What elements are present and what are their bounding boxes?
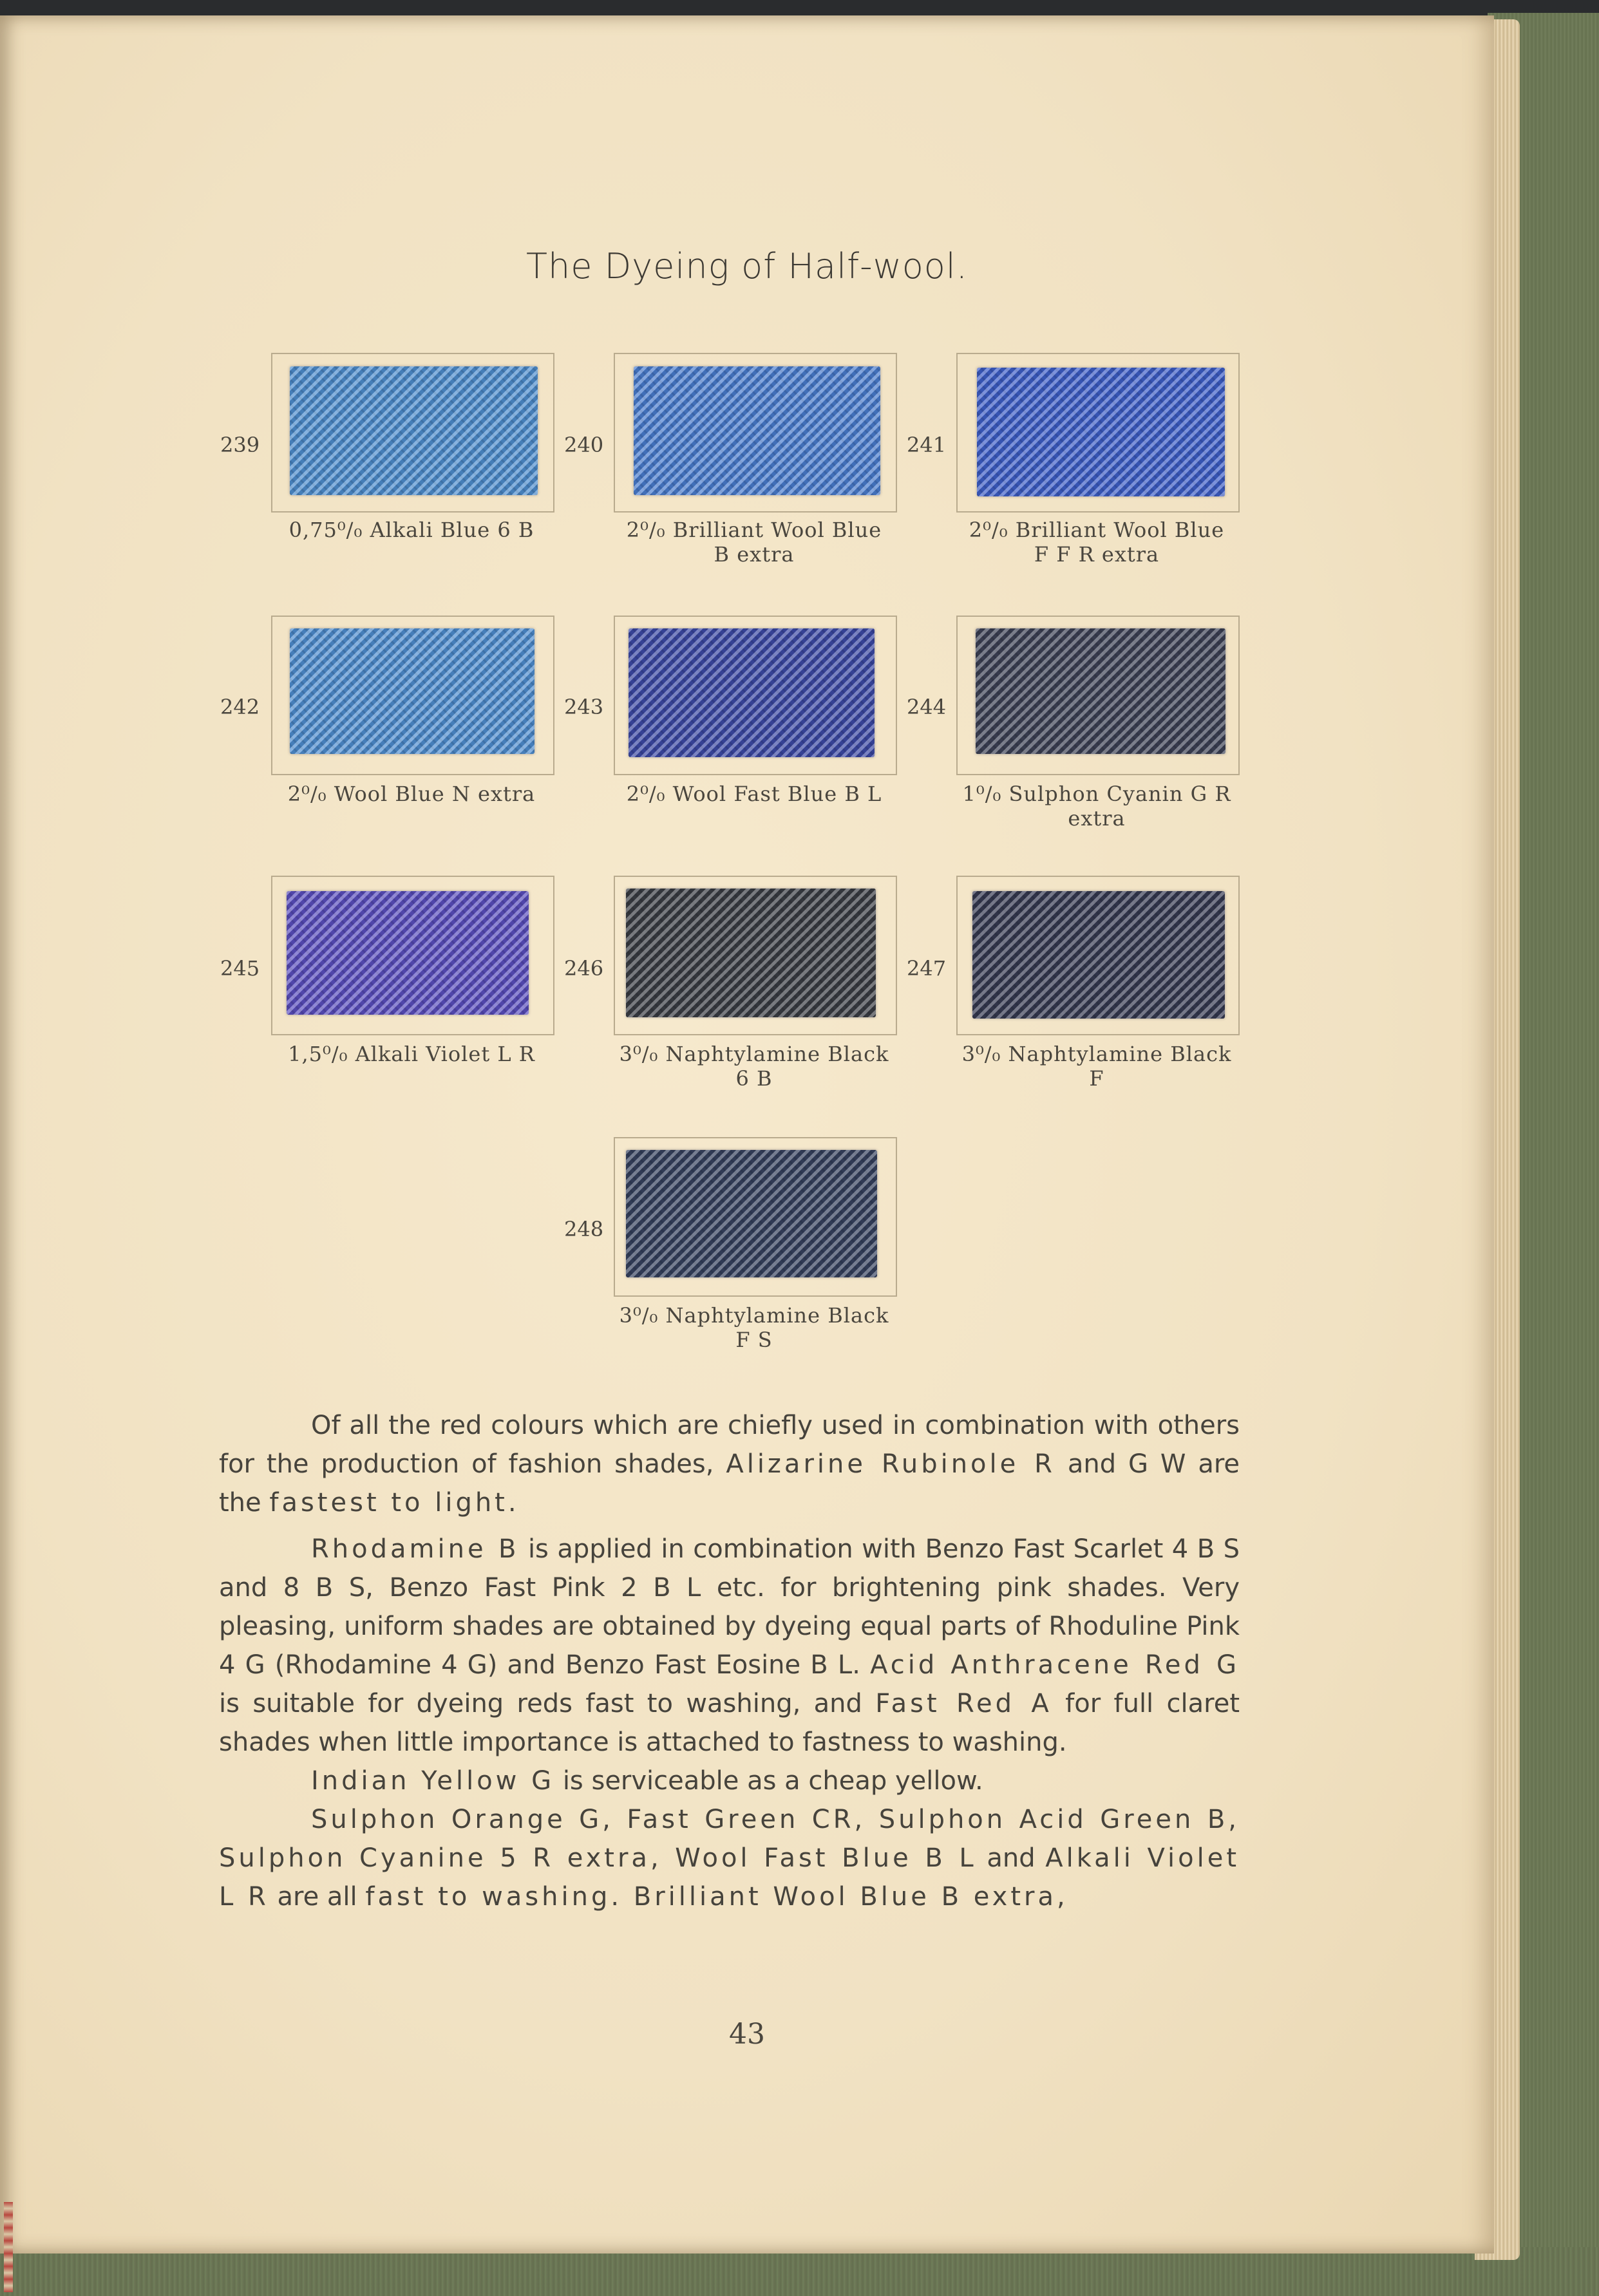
page-title: The Dyeing of Half-wool. bbox=[526, 246, 968, 287]
spaced-term: fastest to light. bbox=[269, 1488, 520, 1518]
sample-caption bbox=[265, 1042, 558, 1066]
sample-caption bbox=[607, 1303, 901, 1352]
caption-line: 3⁰/₀ Naphtylamine Black bbox=[961, 1042, 1232, 1066]
fabric-swatch-240 bbox=[634, 366, 880, 495]
sample-caption bbox=[607, 1042, 901, 1091]
spaced-term: Alizarine Rubinole R bbox=[726, 1449, 1055, 1479]
caption-line: 3⁰/₀ Naphtylamine Black bbox=[619, 1042, 889, 1066]
spaced-term: Fast Red A bbox=[875, 1689, 1052, 1718]
caption-line: B extra bbox=[714, 542, 795, 567]
caption-line: F S bbox=[735, 1328, 773, 1352]
text-run: is suitable for dyeing reds fast to washing, and bbox=[219, 1689, 862, 1718]
fabric-swatch-246 bbox=[626, 889, 876, 1017]
caption-line: 3⁰/₀ Naphtylamine Black bbox=[619, 1303, 889, 1328]
text-run: and G W are the bbox=[219, 1449, 1240, 1518]
sample-caption bbox=[271, 518, 552, 542]
caption-line: 6 B bbox=[735, 1066, 773, 1091]
sample-number: 248 bbox=[564, 1217, 604, 1241]
sample-caption bbox=[950, 1042, 1244, 1091]
sample-number: 245 bbox=[220, 956, 260, 981]
sample-caption bbox=[950, 782, 1244, 831]
spaced-term: Indian Yellow G bbox=[311, 1766, 555, 1796]
caption-line: 0,75⁰/₀ Alkali Blue 6 B bbox=[289, 518, 535, 542]
caption-line: 2⁰/₀ Wool Fast Blue B L bbox=[626, 782, 882, 806]
caption-line: 1⁰/₀ Sulphon Cyanin G R bbox=[962, 782, 1231, 806]
caption-line: 1,5⁰/₀ Alkali Violet L R bbox=[288, 1042, 535, 1066]
caption-line: F F R extra bbox=[1034, 542, 1160, 567]
fabric-swatch-243 bbox=[629, 628, 875, 757]
sample-number: 247 bbox=[907, 956, 947, 981]
paragraph-2 bbox=[219, 1530, 1240, 1762]
text-run: is serviceable as a cheap yellow. bbox=[562, 1766, 983, 1796]
sample-number: 243 bbox=[564, 695, 604, 719]
fabric-swatch-241 bbox=[977, 368, 1225, 496]
sample-number: 240 bbox=[564, 433, 604, 457]
spaced-term: Sulphon Orange G, Fast Green CR, Sulphon Acid Green B, Sulphon Cyanine 5 R extra, Wool Fast Blue B L bbox=[219, 1805, 1240, 1873]
sample-caption bbox=[265, 782, 558, 806]
sample-number: 242 bbox=[220, 695, 260, 719]
caption-line: 2⁰/₀ Wool Blue N extra bbox=[287, 782, 536, 806]
text-run: are all bbox=[277, 1882, 357, 1912]
sample-number: 241 bbox=[907, 433, 947, 457]
fabric-swatch-248 bbox=[626, 1150, 877, 1277]
book-page bbox=[0, 15, 1494, 2254]
fabric-swatch-239 bbox=[290, 366, 538, 495]
spaced-term: Rhodamine B bbox=[311, 1534, 520, 1564]
spaced-term: Alkali Violet L R bbox=[219, 1843, 1240, 1912]
spaced-term: Acid Anthracene Red G bbox=[870, 1650, 1240, 1680]
sample-number: 239 bbox=[220, 433, 260, 457]
caption-line: F bbox=[1089, 1066, 1104, 1091]
text-run: is applied in combination with Benzo Fast Scarlet 4 B S and 8 B S, Benzo Fast Pink 2 B L etc. for brightening pink shades. Very pleasing, uniform shades are obtained by dyeing equal parts of Rhoduline Pink 4 G (Rhodamine 4 G) and Benzo Fast Eosine B L. bbox=[219, 1534, 1240, 1680]
caption-line: extra bbox=[1068, 806, 1126, 831]
book-cover-bottom bbox=[0, 2247, 1599, 2296]
text-run: Of all the red colours which are chiefly used in combination with others for the production of fashion shades, bbox=[219, 1411, 1240, 1479]
sample-caption bbox=[950, 518, 1244, 567]
spaced-term: fast to washing. Brilliant Wool Blue B extra, bbox=[365, 1882, 1068, 1912]
sample-caption bbox=[607, 518, 901, 567]
caption-line: 2⁰/₀ Brilliant Wool Blue bbox=[969, 518, 1225, 542]
paragraph-3 bbox=[219, 1762, 1240, 1800]
sample-number: 244 bbox=[907, 695, 947, 719]
paragraph-1 bbox=[219, 1406, 1240, 1522]
caption-line: 2⁰/₀ Brilliant Wool Blue bbox=[626, 518, 882, 542]
fabric-swatch-242 bbox=[290, 628, 535, 754]
fabric-swatch-244 bbox=[976, 628, 1225, 754]
text-run: and bbox=[987, 1843, 1036, 1873]
sample-number: 246 bbox=[564, 956, 604, 981]
page-number: 43 bbox=[729, 2018, 765, 2051]
fabric-swatch-247 bbox=[972, 891, 1225, 1019]
sample-caption bbox=[607, 782, 901, 806]
fabric-swatch-245 bbox=[287, 891, 529, 1015]
body-text bbox=[219, 1406, 1240, 1916]
paragraph-4 bbox=[219, 1800, 1240, 1916]
text-run: for full claret shades when little importance is attached to fastness to washing. bbox=[219, 1689, 1240, 1757]
bookmark-ribbon bbox=[4, 2202, 13, 2292]
